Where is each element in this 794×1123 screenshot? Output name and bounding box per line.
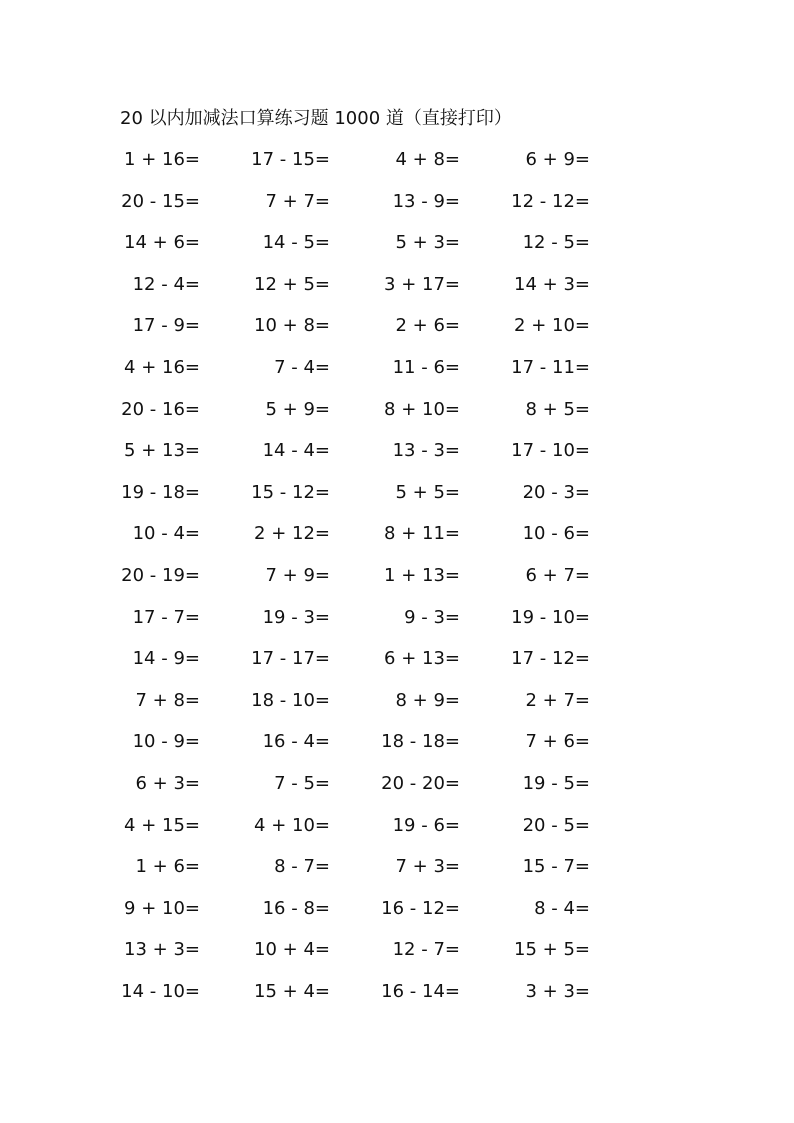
math-problem: 20 - 16= [121, 398, 200, 420]
problem-row [0, 888, 794, 930]
math-problem: 19 - 10= [511, 606, 590, 628]
math-problem: 18 - 10= [251, 689, 330, 711]
math-problem: 14 - 9= [132, 648, 200, 670]
problem-row [0, 513, 794, 555]
math-problem: 12 + 5= [254, 273, 330, 295]
math-problem: 1 + 13= [384, 564, 460, 586]
math-problem: 8 + 9= [395, 689, 460, 711]
problem-row [0, 139, 794, 181]
math-problem: 4 + 15= [124, 814, 200, 836]
problem-row [0, 721, 794, 763]
math-problem: 15 - 7= [522, 856, 590, 878]
problem-row [0, 971, 794, 1013]
math-problem: 20 - 5= [522, 814, 590, 836]
math-problem: 3 + 17= [384, 273, 460, 295]
math-problem: 1 + 6= [135, 856, 200, 878]
math-problem: 13 - 3= [392, 440, 460, 462]
math-problem: 14 + 6= [124, 232, 200, 254]
math-problem: 16 - 4= [262, 731, 330, 753]
math-problem: 7 - 5= [274, 772, 330, 794]
math-problem: 12 - 12= [511, 190, 590, 212]
problem-row [0, 555, 794, 597]
math-problem: 4 + 16= [124, 356, 200, 378]
math-problem: 14 - 5= [262, 232, 330, 254]
math-problem: 19 - 3= [262, 606, 330, 628]
math-problem: 7 + 7= [265, 190, 330, 212]
math-problem: 10 - 4= [132, 523, 200, 545]
math-problem: 6 + 7= [525, 564, 590, 586]
problem-grid [0, 139, 794, 1012]
math-problem: 15 + 5= [514, 939, 590, 961]
math-problem: 8 + 10= [384, 398, 460, 420]
math-problem: 8 + 5= [525, 398, 590, 420]
math-problem: 17 - 11= [511, 356, 590, 378]
problem-row [0, 597, 794, 639]
problem-row [0, 846, 794, 888]
problem-row [0, 763, 794, 805]
math-problem: 8 + 11= [384, 523, 460, 545]
problem-row [0, 472, 794, 514]
math-problem: 17 - 10= [511, 440, 590, 462]
math-problem: 2 + 12= [254, 523, 330, 545]
math-problem: 6 + 3= [135, 772, 200, 794]
math-problem: 4 + 8= [395, 149, 460, 170]
math-problem: 3 + 3= [525, 980, 590, 1002]
problem-row [0, 389, 794, 431]
math-problem: 12 - 5= [522, 232, 590, 254]
problem-row [0, 305, 794, 347]
math-problem: 19 - 5= [522, 772, 590, 794]
math-problem: 19 - 6= [392, 814, 460, 836]
math-problem: 7 + 9= [265, 564, 330, 586]
problem-row [0, 680, 794, 722]
math-problem: 2 + 7= [525, 689, 590, 711]
math-problem: 14 - 4= [262, 440, 330, 462]
math-problem: 9 - 3= [404, 606, 460, 628]
math-problem: 2 + 10= [514, 315, 590, 337]
problem-row [0, 347, 794, 389]
math-problem: 13 - 9= [392, 190, 460, 212]
problem-row [0, 430, 794, 472]
math-problem: 10 + 4= [254, 939, 330, 961]
math-problem: 8 - 7= [274, 856, 330, 878]
math-problem: 15 + 4= [254, 980, 330, 1002]
math-problem: 10 - 9= [132, 731, 200, 753]
math-problem: 7 + 3= [395, 856, 460, 878]
math-problem: 7 - 4= [274, 356, 330, 378]
math-problem: 17 - 17= [251, 648, 330, 670]
problem-row [0, 805, 794, 847]
math-problem: 5 + 5= [395, 481, 460, 503]
math-problem: 5 + 3= [395, 232, 460, 254]
math-problem: 10 - 6= [522, 523, 590, 545]
math-problem: 19 - 18= [121, 481, 200, 503]
math-problem: 20 - 19= [121, 564, 200, 586]
math-problem: 6 + 9= [525, 149, 590, 170]
math-problem: 16 - 8= [262, 897, 330, 919]
math-problem: 13 + 3= [124, 939, 200, 961]
math-problem: 5 + 13= [124, 440, 200, 462]
math-problem: 16 - 12= [381, 897, 460, 919]
math-problem: 1 + 16= [124, 149, 200, 170]
math-problem: 7 + 8= [135, 689, 200, 711]
math-problem: 6 + 13= [384, 648, 460, 670]
math-problem: 10 + 8= [254, 315, 330, 337]
math-problem: 20 - 15= [121, 190, 200, 212]
math-problem: 14 - 10= [121, 980, 200, 1002]
math-problem: 7 + 6= [525, 731, 590, 753]
math-problem: 4 + 10= [254, 814, 330, 836]
problem-row [0, 181, 794, 223]
math-problem: 20 - 3= [522, 481, 590, 503]
math-problem: 12 - 4= [132, 273, 200, 295]
math-problem: 17 - 9= [132, 315, 200, 337]
math-problem: 12 - 7= [392, 939, 460, 961]
page-title: 20 以内加减法口算练习题 1000 道（直接打印） [120, 108, 512, 129]
math-problem: 14 + 3= [514, 273, 590, 295]
math-problem: 5 + 9= [265, 398, 330, 420]
math-problem: 8 - 4= [534, 897, 590, 919]
math-problem: 17 - 7= [132, 606, 200, 628]
math-problem: 15 - 12= [251, 481, 330, 503]
math-problem: 2 + 6= [395, 315, 460, 337]
problem-row [0, 638, 794, 680]
problem-row [0, 264, 794, 306]
math-problem: 18 - 18= [381, 731, 460, 753]
math-problem: 11 - 6= [392, 356, 460, 378]
math-problem: 17 - 12= [511, 648, 590, 670]
math-problem: 16 - 14= [381, 980, 460, 1002]
problem-row [0, 929, 794, 971]
math-problem: 9 + 10= [124, 897, 200, 919]
math-problem: 20 - 20= [381, 772, 460, 794]
math-problem: 17 - 15= [251, 149, 330, 170]
problem-row [0, 222, 794, 264]
